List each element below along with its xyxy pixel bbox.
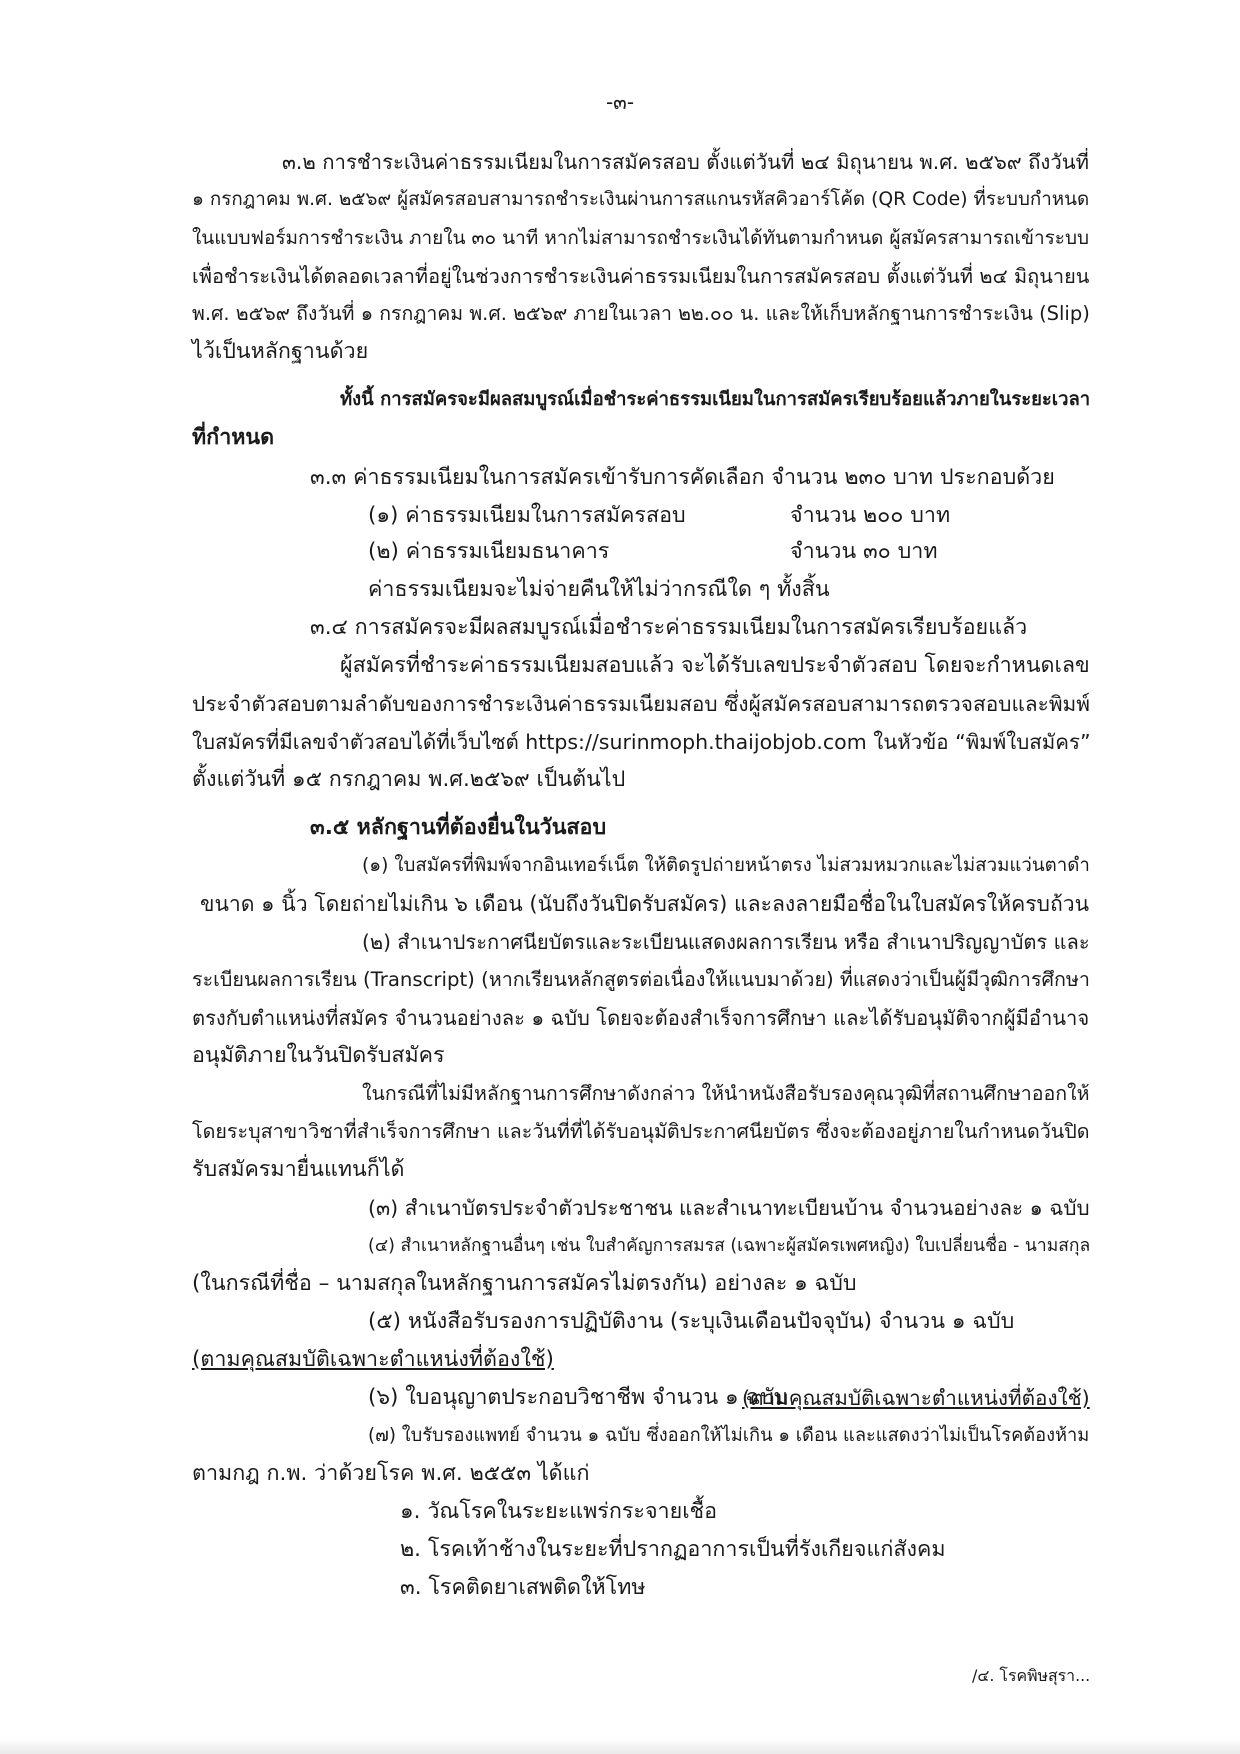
doc-item-2-line-4: อนุมัติภายในวันปิดรับสมัคร (192, 1043, 445, 1068)
section-3-2-line-2: ๑ กรกฎาคม พ.ศ. ๒๕๖๙ ผู้สมัครสอบสามารถชำระเงินผ่านการสแกนรหัสคิวอาร์โค้ด (QR Code) ที่ระบบกำหนด (192, 189, 1090, 210)
doc-item-2-note-line-1: ในกรณีที่ไม่มีหลักฐานการศึกษาดังกล่าว ให้นำหนังสือรับรองคุณวุฒิที่สถานศึกษาออกให้ (362, 1082, 1090, 1105)
section-3-2-note-line-1: ทั้งนี้ การสมัครจะมีผลสมบูรณ์เมื่อชำระค่าธรรมเนียมในการสมัครเรียบร้อยแล้วภายในระยะเวลา (340, 389, 1091, 410)
section-3-2-line-1: ๓.๒ การชำระเงินค่าธรรมเนียมในการสมัครสอบ ตั้งแต่วันที่ ๒๔ มิถุนายน พ.ศ. ๒๕๖๙ ถึงวันที่ (282, 150, 1090, 174)
fee-item-2-label: (๒) ค่าธรรมเนียมธนาคาร (368, 539, 610, 564)
doc-item-2-line-3: ตรงกับตำแหน่งที่สมัคร จำนวนอย่างละ ๑ ฉบับ โดยจะต้องสำเร็จการศึกษา และได้รับอนุมัติจากผู้มีอำนาจ (192, 1006, 1090, 1030)
doc-item-2-note-line-3: รับสมัครมายื่นแทนก็ได้ (192, 1157, 405, 1182)
doc-item-5-condition: (ตามคุณสมบัติเฉพาะตำแหน่งที่ต้องใช้) (192, 1347, 554, 1372)
doc-item-6-condition: (ตามคุณสมบัติเฉพาะตำแหน่งที่ต้องใช้) (742, 1386, 1090, 1410)
doc-item-2-line-1: (๒) สำเนาประกาศนียบัตรและระเบียนแสดงผลการเรียน หรือ สำเนาปริญญาบัตร และ (362, 930, 1090, 954)
doc-item-7-line-1: (๗) ใบรับรองแพทย์ จำนวน ๑ ฉบับ ซึ่งออกให้ไม่เกิน ๑ เดือน และแสดงว่าไม่เป็นโรคต้องห้าม (368, 1425, 1090, 1446)
section-3-2-line-4: เพื่อชำระเงินได้ตลอดเวลาที่อยู่ในช่วงการชำระเงินค่าธรรมเนียมในการสมัครสอบ ตั้งแต่วันที่ ๒๔ มิถุนายน (192, 264, 1090, 288)
doc-item-2-note-line-2: โดยระบุสาขาวิชาที่สำเร็จการศึกษา และวันที่ที่ได้รับอนุมัติประกาศนียบัตร ซึ่งจะต้องอยู่ภายในกำหนดวันปิด (192, 1120, 1090, 1143)
doc-item-5: (๕) หนังสือรับรองการปฏิบัติงาน (ระบุเงินเดือนปัจจุบัน) จำนวน ๑ ฉบับ (368, 1309, 1015, 1334)
doc-item-1-line-2: ขนาด ๑ นิ้ว โดยถ่ายไม่เกิน ๖ เดือน (นับถึงวันปิดรับสมัคร) และลงลายมือชื่อในใบสมัครให้ครบถ้วน (200, 891, 1090, 916)
doc-item-2-line-2: ระเบียนผลการเรียน (Transcript) (หากเรียนหลักสูตรต่อเนื่องให้แนบมาด้วย) ที่แสดงว่าเป็นผู้มีวุฒิการศึกษา (192, 968, 1090, 991)
doc-item-4-line-1: (๔) สำเนาหลักฐานอื่นๆ เช่น ใบสำคัญการสมรส (เฉพาะผู้สมัครเพศหญิง) ใบเปลี่ยนชื่อ - นามสกุล (368, 1236, 1091, 1256)
section-3-4-line-3: ใบสมัครที่มีเลขจำตัวสอบได้ที่เว็บไซต์ https://surinmoph.thaijobjob.com ในหัวข้อ “พิมพ์ใบสมัคร” (192, 730, 1091, 754)
section-3-2-line-5: พ.ศ. ๒๕๖๙ ถึงวันที่ ๑ กรกฎาคม พ.ศ. ๒๕๖๙ ภายในเวลา ๒๒.๐๐ น. และให้เก็บหลักฐานการชำระเงิน (Slip) (192, 302, 1090, 325)
continuation-note: /๔. โรคพิษสุรา... (972, 1666, 1091, 1685)
fee-item-1-label: (๑) ค่าธรรมเนียมในการสมัครสอบ (368, 503, 686, 528)
disease-item-1: ๑. วัณโรคในระยะแพร่กระจายเชื้อ (400, 1499, 718, 1524)
section-3-4-line-4: ตั้งแต่วันที่ ๑๕ กรกฎาคม พ.ศ.๒๕๖๙ เป็นต้นไป (192, 767, 626, 792)
doc-item-4-line-2: (ในกรณีที่ชื่อ – นามสกุลในหลักฐานการสมัครไม่ตรงกัน) อย่างละ ๑ ฉบับ (192, 1271, 857, 1296)
section-3-2-note-line-2: ที่กำหนด (192, 425, 275, 450)
disease-item-3: ๓. โรคติดยาเสพติดให้โทษ (400, 1575, 646, 1600)
fee-item-2-amount: จำนวน ๓๐ บาท (790, 539, 938, 564)
page-number: -๓- (605, 90, 635, 114)
doc-item-7-line-2: ตามกฎ ก.พ. ว่าด้วยโรค พ.ศ. ๒๕๕๓ ได้แก่ (192, 1461, 590, 1486)
doc-item-1-line-1: (๑) ใบสมัครที่พิมพ์จากอินเทอร์เน็ต ให้ติดรูปถ่ายหน้าตรง ไม่สวมหมวกและไม่สวมแว่นตาดำ (362, 855, 1090, 876)
section-3-4-line-2: ประจำตัวสอบตามลำดับของการชำระเงินค่าธรรมเนียมสอบ ซึ่งผู้สมัครสอบสามารถตรวจสอบและพิมพ์ (192, 692, 1091, 716)
section-3-2-line-6: ไว้เป็นหลักฐานด้วย (192, 339, 369, 364)
doc-item-6: (๖) ใบอนุญาตประกอบวิชาชีพ จำนวน ๑ ฉบับ (368, 1385, 788, 1410)
section-3-5-heading: ๓.๕ หลักฐานที่ต้องยื่นในวันสอบ (310, 815, 607, 840)
doc-item-3: (๓) สำเนาบัตรประจำตัวประชาชน และสำเนาทะเบียนบ้าน จำนวนอย่างละ ๑ ฉบับ (368, 1196, 1090, 1220)
section-3-2-line-3: ในแบบฟอร์มการชำระเงิน ภายใน ๓๐ นาที หากไม่สามารถชำระเงินได้ทันตามกำหนด ผู้สมัครสามารถเข้าระบบ (192, 227, 1090, 249)
scan-bottom-edge (0, 1738, 1240, 1754)
fee-refund-note: ค่าธรรมเนียมจะไม่จ่ายคืนให้ไม่ว่ากรณีใด ๆ ทั้งสิ้น (368, 577, 830, 602)
disease-item-2: ๒. โรคเท้าช้างในระยะที่ปรากฏอาการเป็นที่รังเกียจแก่สังคม (400, 1537, 946, 1562)
fee-item-1-amount: จำนวน ๒๐๐ บาท (790, 503, 951, 528)
section-3-4-heading: ๓.๔ การสมัครจะมีผลสมบูรณ์เมื่อชำระค่าธรรมเนียมในการสมัครเรียบร้อยแล้ว (310, 615, 1028, 640)
section-3-3-heading: ๓.๓ ค่าธรรมเนียมในการสมัครเข้ารับการคัดเลือก จำนวน ๒๓๐ บาท ประกอบด้วย (310, 465, 1055, 490)
section-3-4-line-1: ผู้สมัครที่ชำระค่าธรรมเนียมสอบแล้ว จะได้รับเลขประจำตัวสอบ โดยจะกำหนดเลข (340, 653, 1090, 678)
